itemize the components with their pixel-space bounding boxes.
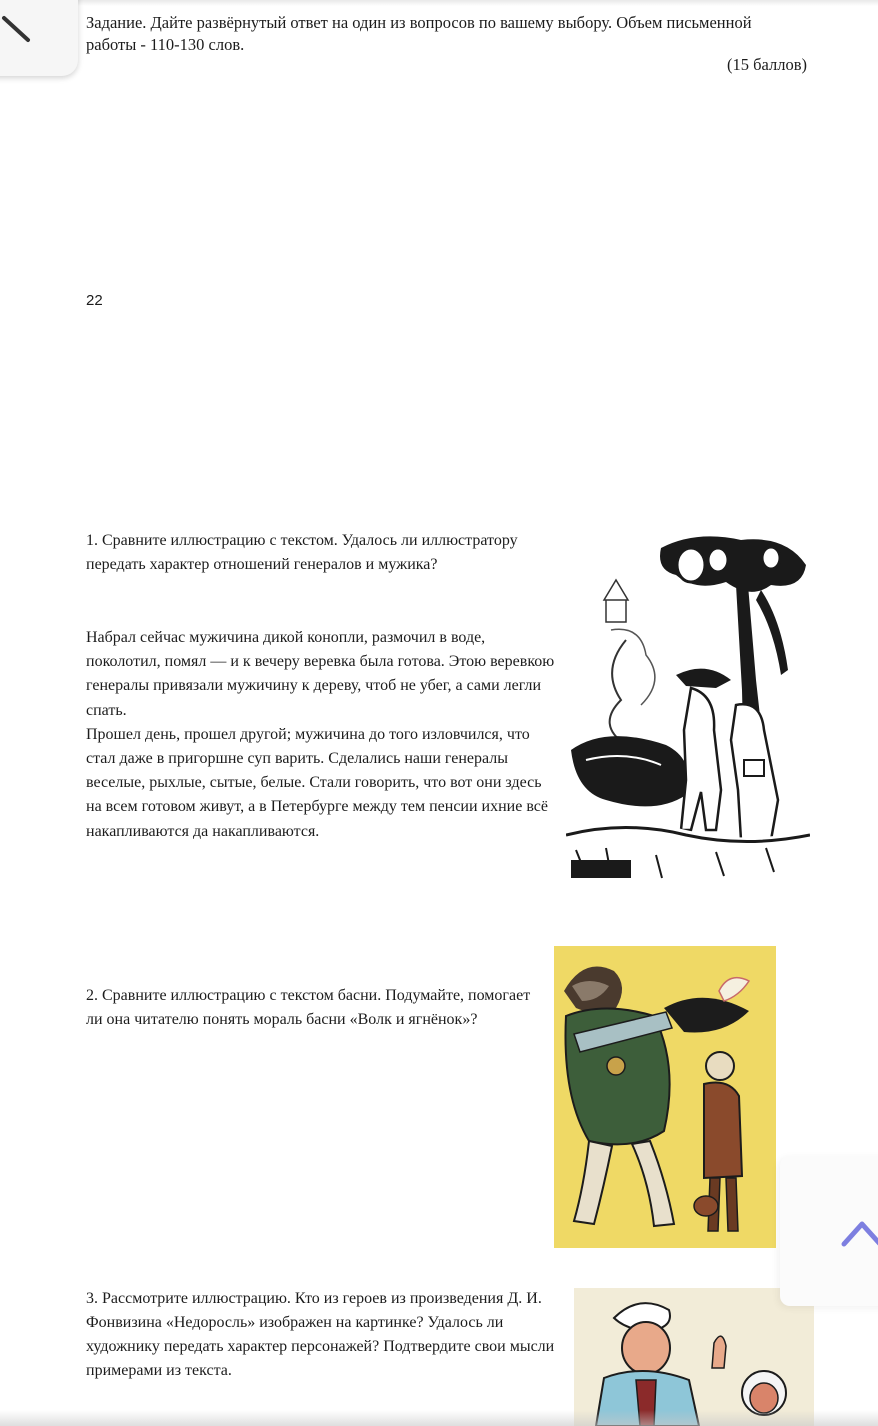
illustration-2-drawing xyxy=(554,946,776,1248)
back-arrow-icon xyxy=(0,10,40,50)
task-instructions: Задание. Дайте развёрнутый ответ на один из вопросов по вашему выбору. Объем письменной работы - 110-130 слов. xyxy=(86,13,752,54)
excerpt-paragraph-2: Прошел день, прошел другой; мужичина до того изловчился, что стал даже в пригоршне суп варить. Сделались наши генералы веселые, рыхлые, сытые, белые. Стали говорить, что вот они здесь на всем готовом живут, а в Петербурге между тем пенсии ихние всё накапливаются да накапливаются. xyxy=(86,725,548,840)
bottom-edge xyxy=(0,1410,878,1426)
question-1: 1. Сравните иллюстрацию с текстом. Удалось ли иллюстратору передать характер отношений генералов и мужика? xyxy=(86,532,518,573)
scroll-up-button[interactable] xyxy=(780,1156,878,1306)
back-button[interactable] xyxy=(0,0,78,76)
illustration-wolf-and-lamb xyxy=(554,946,776,1248)
illustration-1-drawing xyxy=(566,530,810,888)
top-edge xyxy=(0,0,878,6)
task-points: (15 баллов) xyxy=(727,55,807,74)
illustration-3-drawing xyxy=(574,1288,814,1426)
chevron-up-icon xyxy=(840,1214,878,1254)
illustration-generals-and-peasant xyxy=(566,530,810,888)
question-3: 3. Рассмотрите иллюстрацию. Кто из героев из произведения Д. И. Фонвизина «Недоросль» изображен на картинке? Удалось ли художнику передать характер персонажей? Подтвердите свои мысли примерами из текста. xyxy=(86,1290,555,1379)
illustration-nedorosl xyxy=(574,1288,814,1426)
question-2: 2. Сравните иллюстрацию с текстом басни. Подумайте, помогает ли она читателю понять мораль басни «Волк и ягнёнок»? xyxy=(86,987,531,1028)
excerpt-paragraph-1: Набрал сейчас мужичина дикой конопли, размочил в воде, поколотил, помял — и к вечеру веревка была готова. Этою веревкою генералы привязали мужичину к дереву, чтоб не убег, а сами легли спать. xyxy=(86,629,555,719)
question-1-excerpt xyxy=(86,626,556,844)
page-number: 22 xyxy=(86,292,103,309)
